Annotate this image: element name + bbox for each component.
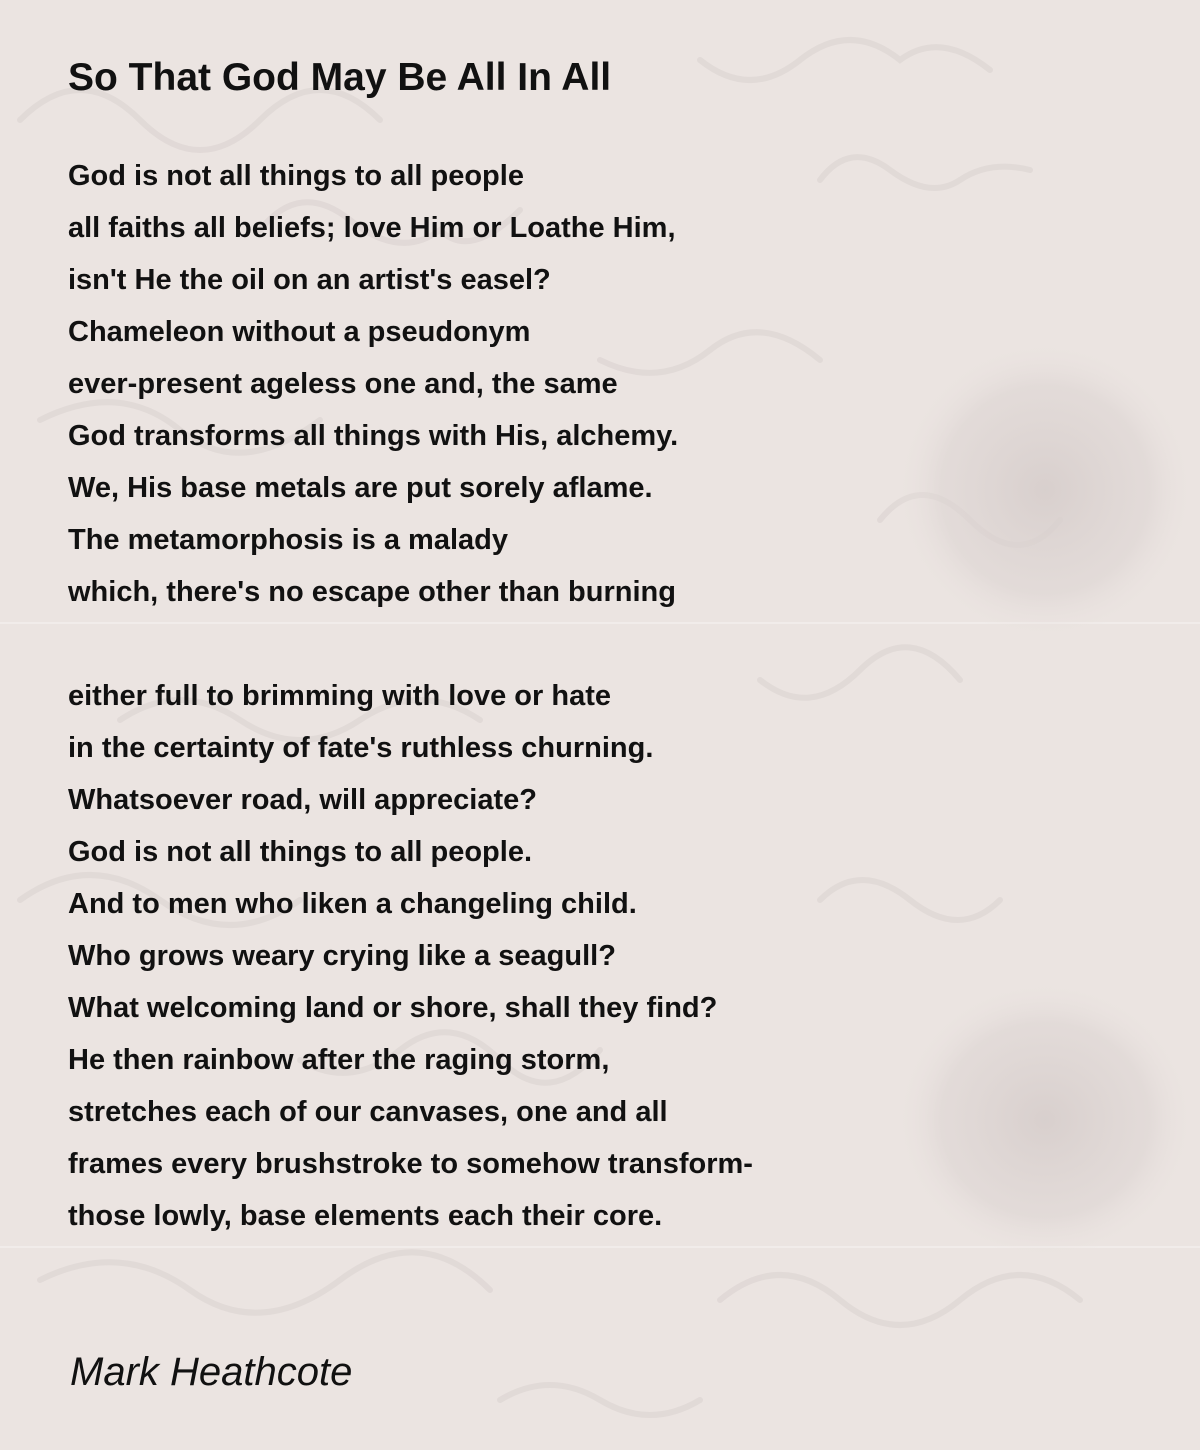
poem-stanza-1 [68, 154, 678, 622]
poem-line: which, there's no escape other than burning [68, 576, 676, 608]
poem-line: The metamorphosis is a malady [68, 524, 508, 556]
poem-line: We, His base metals are put sorely aflame. [68, 472, 653, 504]
poem-line: God is not all things to all people. [68, 836, 533, 868]
poem-line: all faiths all beliefs; love Him or Loathe Him, [68, 212, 676, 244]
poem-line: either full to brimming with love or hate [68, 680, 611, 712]
poem-line: Chameleon without a pseudonym [68, 316, 531, 348]
poem-line: He then rainbow after the raging storm, [68, 1044, 610, 1076]
poem-title: So That God May Be All In All [68, 56, 612, 99]
poem-line: God transforms all things with His, alchemy. [68, 420, 679, 452]
poem-line: God is not all things to all people [68, 160, 524, 192]
poem-line: Whatsoever road, will appreciate? [68, 784, 537, 816]
poem-line: And to men who liken a changeling child. [68, 888, 637, 920]
poem-line: those lowly, base elements each their core. [68, 1200, 663, 1232]
poem-line: What welcoming land or shore, shall they find? [68, 992, 718, 1024]
poem-line: isn't He the oil on an artist's easel? [68, 264, 551, 296]
poem-line: in the certainty of fate's ruthless churning. [68, 732, 654, 764]
ink-blotch-bottom [895, 980, 1195, 1260]
poem-stanza-2 [68, 674, 753, 1246]
poem-line: Who grows weary crying like a seagull? [68, 940, 616, 972]
ink-blotch-top [895, 340, 1195, 640]
poem-line: frames every brushstroke to somehow transform- [68, 1148, 753, 1180]
poem-line: stretches each of our canvases, one and all [68, 1096, 668, 1128]
poem-line: ever-present ageless one and, the same [68, 368, 618, 400]
poem-author: Mark Heathcote [70, 1350, 353, 1394]
